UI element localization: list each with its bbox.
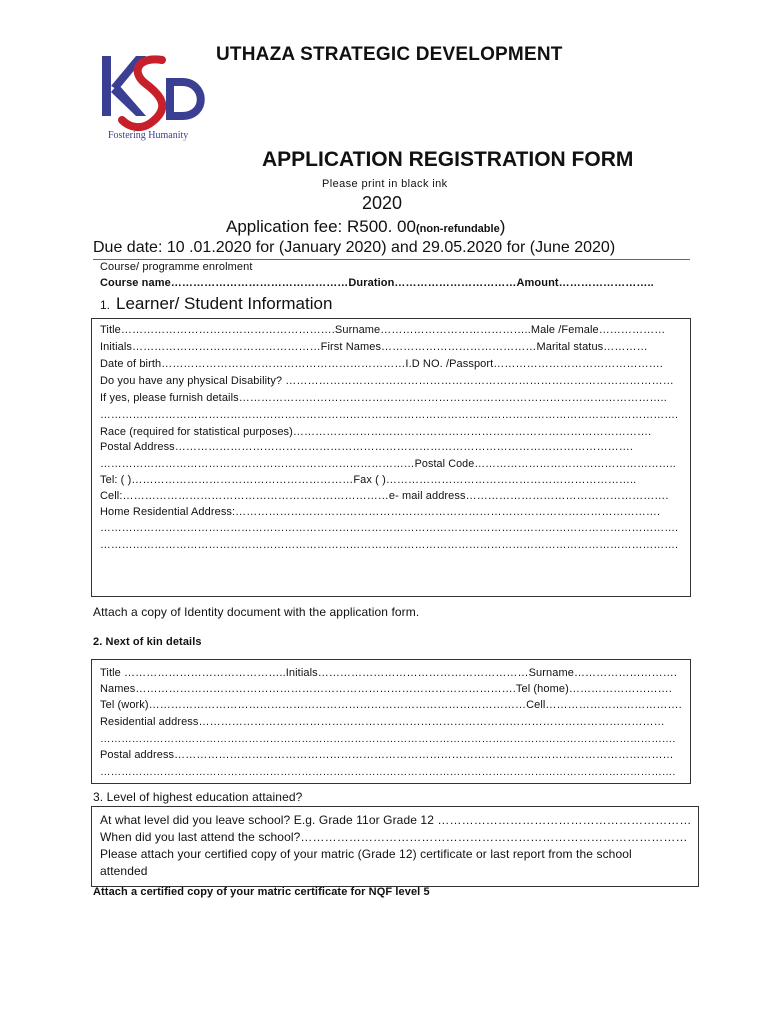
section2-title: 2. Next of kin details: [93, 636, 202, 648]
ksd-logo: [96, 50, 221, 146]
field-line[interactable]: When did you last attend the school?……………………………………………………………………………………: [100, 830, 688, 844]
fee-text: Application fee: R500. 00: [226, 217, 416, 236]
form-year: 2020: [362, 193, 403, 213]
field-line[interactable]: Names………………………………………………………………………………………….Tel (home)……………………….: [100, 683, 672, 695]
field-line[interactable]: Home Residential Address:…………………………………………………………………………………………………….: [100, 506, 661, 518]
learner-info-box: [91, 318, 691, 597]
org-title: UTHAZA STRATEGIC DEVELOPMENT: [216, 44, 563, 65]
course-line[interactable]: Course name…………………………………………Duration……………………………Amount……………………..: [100, 277, 654, 289]
field-line[interactable]: Cell:………………………………………………………………e- mail address……………………………………………….: [100, 490, 669, 502]
field-line[interactable]: Do you have any physical Disability? ……………………………………………………………………………………………: [100, 375, 674, 387]
section1-title: Learner/ Student Information: [116, 294, 333, 313]
fee-note: (non-refundable: [415, 223, 500, 235]
field-line[interactable]: …………………………………………………………………………………………………………………………………………….: [100, 522, 679, 534]
field-line[interactable]: Race (required for statistical purposes)…………………………………………………………………………………….: [100, 426, 652, 438]
field-line[interactable]: ……………………………………………………………………………………………………………………………………………….: [100, 733, 676, 745]
course-heading: Course/ programme enrolment: [100, 261, 253, 273]
section1-number: 1.: [100, 298, 111, 312]
print-note: Please print in black ink: [322, 178, 448, 190]
id-attach-note: Attach a copy of Identity document with the application form.: [93, 605, 420, 619]
next-of-kin-box: [91, 659, 691, 784]
field-line: Please attach your certified copy of your matric (Grade 12) certificate or last report from the school: [100, 847, 632, 861]
field-line[interactable]: Tel: ( )……………………………………………………Fax ( )…………………………………………………………..: [100, 474, 637, 486]
education-box: [91, 806, 699, 887]
field-line: attended: [100, 864, 148, 878]
matric-attach-note: Attach a certified copy of your matric certificate for NQF level 5: [93, 886, 430, 898]
field-line[interactable]: Title ……………………………………..Initials…………………………………………………Surname……………………….: [100, 667, 678, 679]
field-line[interactable]: …………………………………………………………………………………………………………………………………………….: [100, 409, 679, 421]
field-line[interactable]: Postal Address…………………………………………………………………………………………………………….: [100, 441, 634, 453]
form-title: APPLICATION REGISTRATION FORM: [262, 148, 634, 171]
field-line[interactable]: ……………………………………………………………………………Postal Code………………………………………………..: [100, 458, 676, 470]
fee-close: ): [499, 217, 506, 236]
due-date: Due date: 10 .01.2020 for (January 2020) and 29.05.2020 for (June 2020): [93, 239, 616, 256]
field-line[interactable]: Tel (work)…………………………………………………………………………………………Cell……………………………….: [100, 699, 682, 711]
section1-heading: [100, 294, 332, 314]
field-line[interactable]: Date of birth…………………………………………………………I.D NO. /Passport……………………………………….: [100, 358, 663, 370]
field-line[interactable]: If yes, please furnish details……………………………………………………………………………………………………..: [100, 392, 667, 404]
logo-tagline: Fostering Humanity: [108, 130, 189, 141]
field-line[interactable]: At what level did you leave school? E.g. Grade 11or Grade 12 ………………………………………………………: [100, 813, 692, 827]
field-line[interactable]: Title………………………………………………….Surname…………………………………..Male /Female………………: [100, 324, 666, 336]
field-line[interactable]: Postal address………………………………………………………………………………………………………………………: [100, 749, 674, 761]
field-line[interactable]: ……………………………………………………………………………………………………………………………………………….: [100, 766, 676, 778]
section3-title: 3. Level of highest education attained?: [93, 790, 303, 804]
field-line[interactable]: Residential address………………………………………………………………………………………………………………: [100, 716, 665, 728]
application-fee: [226, 217, 505, 237]
field-line[interactable]: Initials……………………………………………First Names……………………………………Marital status…………: [100, 341, 648, 353]
field-line[interactable]: …………………………………………………………………………………………………………………………………………….: [100, 539, 679, 551]
